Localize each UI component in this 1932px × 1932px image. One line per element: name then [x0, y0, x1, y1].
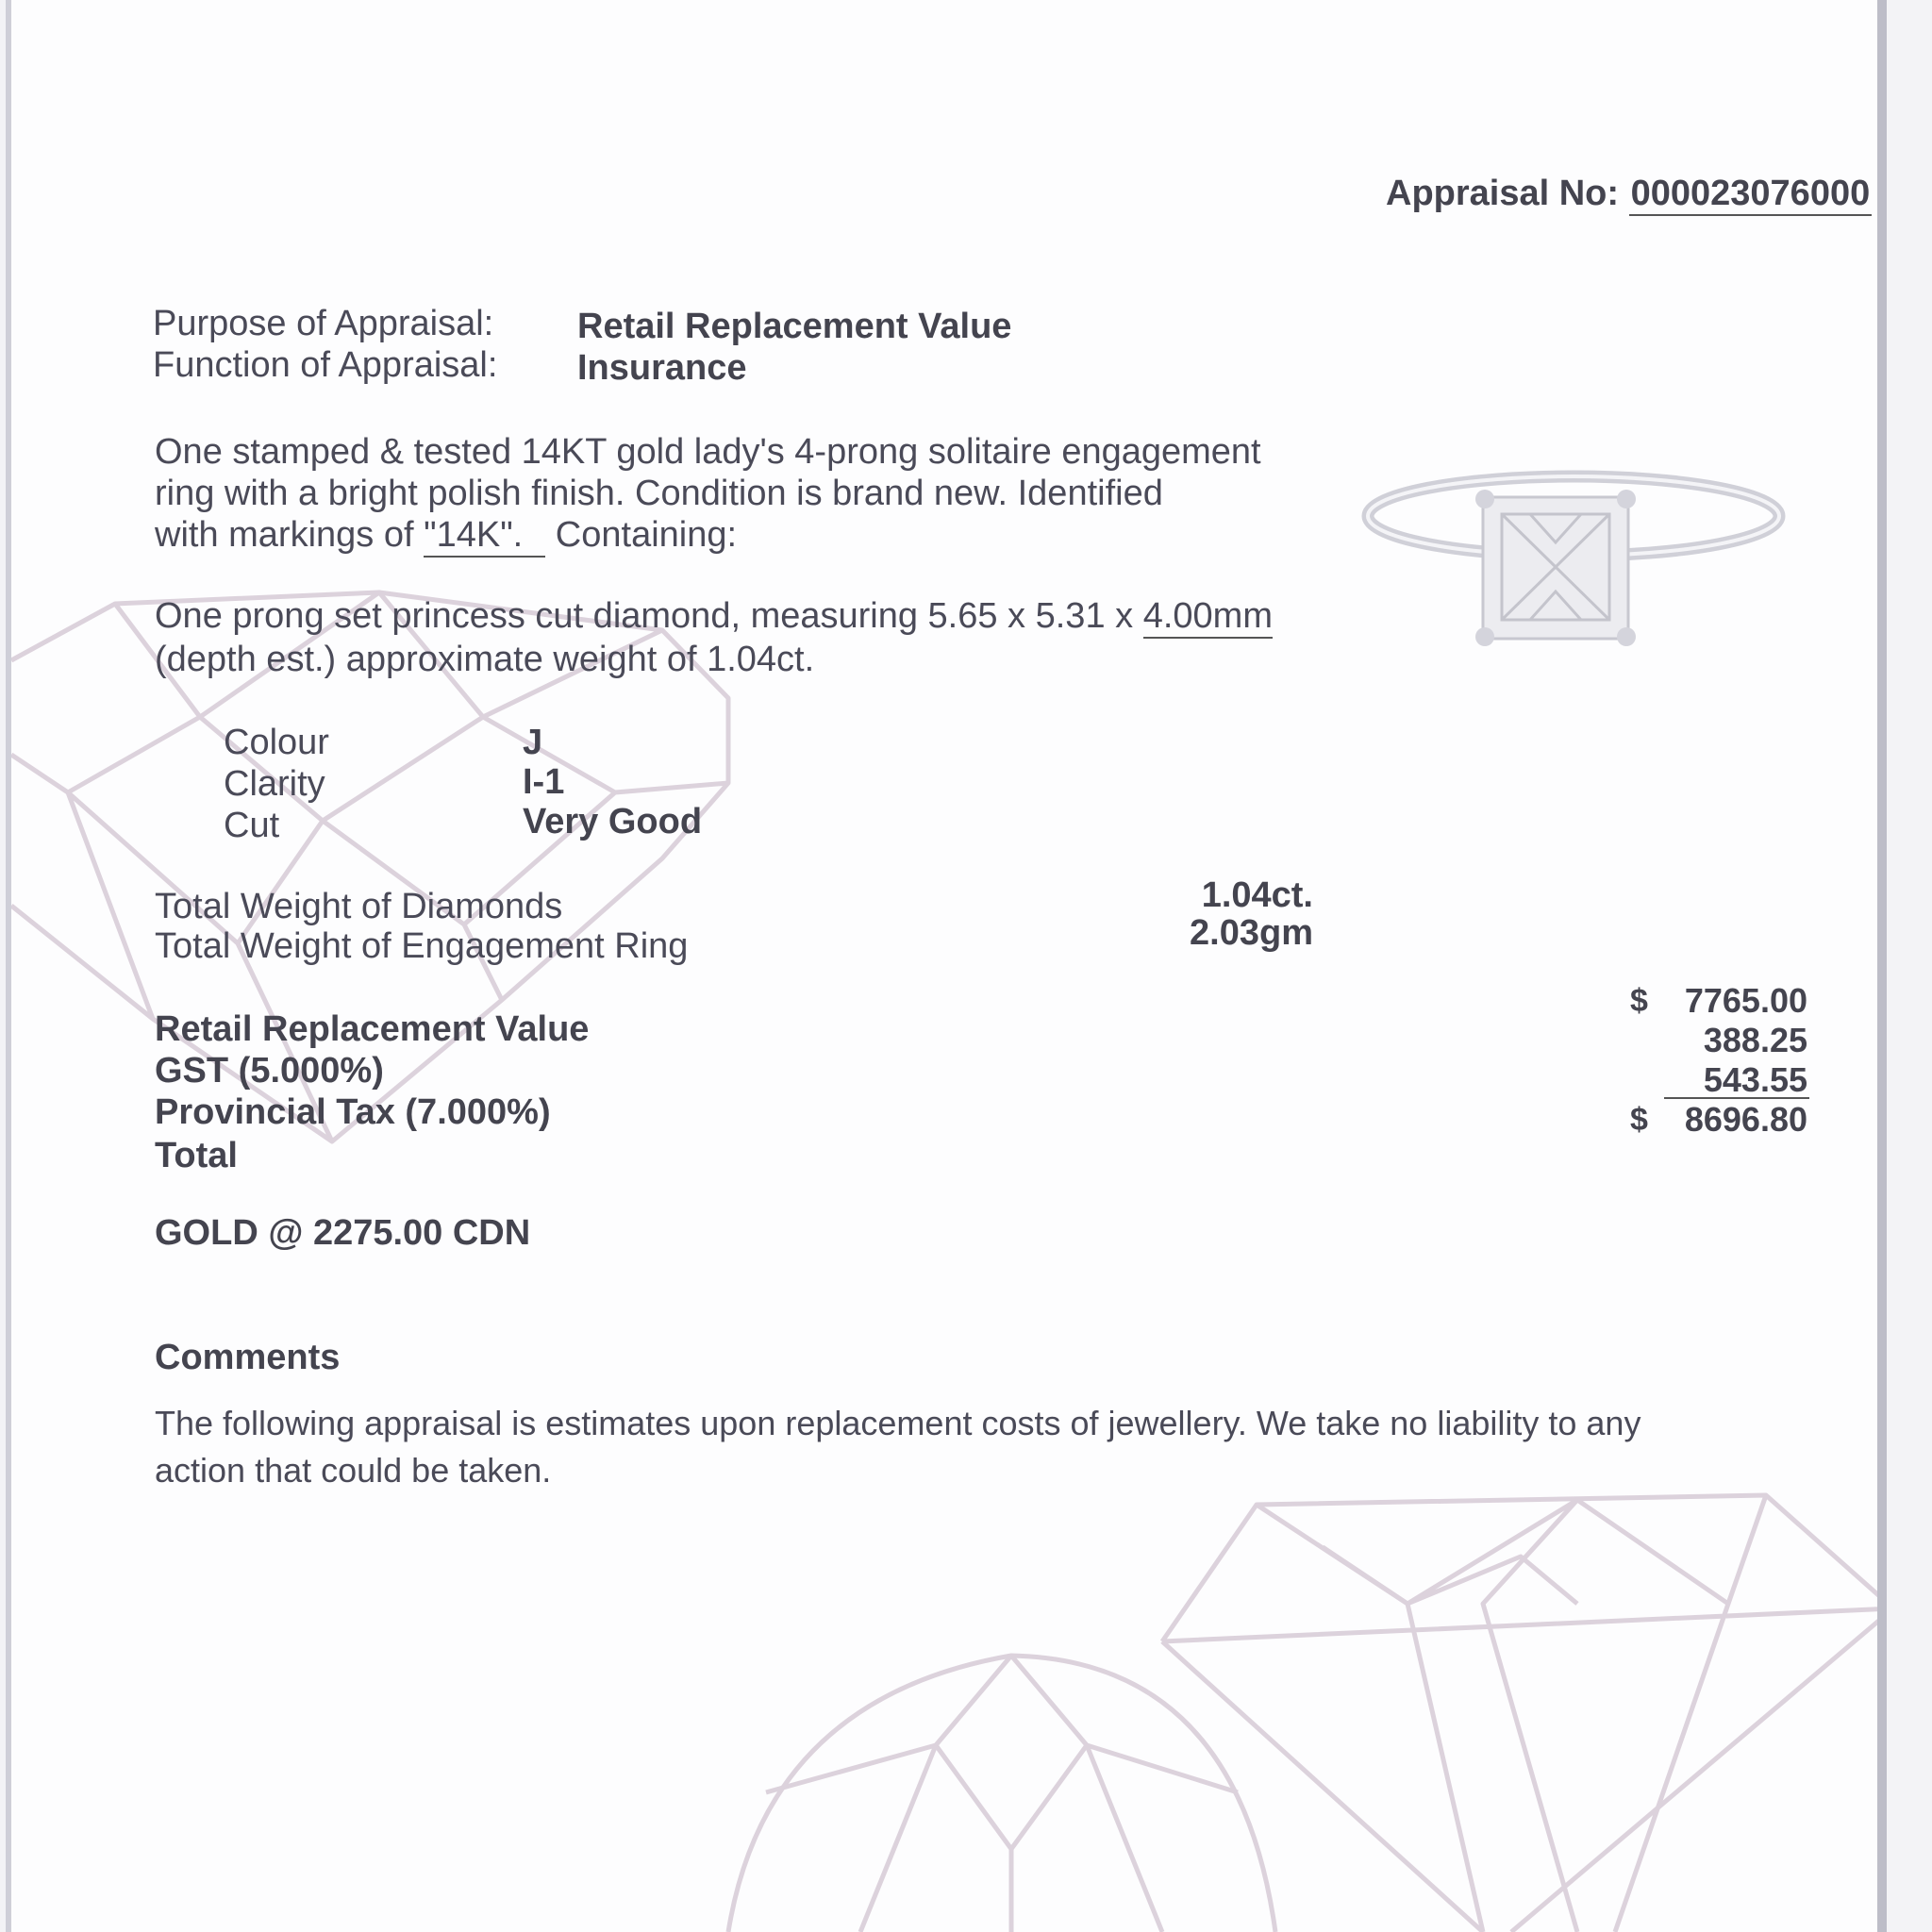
diamonds-weight-value: 1.04ct.	[1201, 875, 1313, 915]
total-currency: $	[1630, 1102, 1648, 1138]
ring-photo	[1360, 458, 1794, 675]
subtotal-rule	[1664, 1097, 1809, 1099]
purpose-label: Purpose of Appraisal:	[153, 304, 494, 343]
gold-price: GOLD @ 2275.00 CDN	[155, 1213, 531, 1253]
rrv-label: Retail Replacement Value	[155, 1009, 590, 1049]
diamond-line-1	[155, 596, 1273, 639]
grading-clarity-value: I-1	[523, 762, 565, 802]
gst-value: 388.25	[1703, 1021, 1807, 1059]
gst-label: GST (5.000%)	[155, 1051, 384, 1091]
grading-clarity-label: Clarity	[224, 764, 325, 804]
diamonds-weight-label: Total Weight of Diamonds	[155, 887, 563, 926]
description-line-2: ring with a bright polish finish. Condition is brand new. Identified	[155, 474, 1163, 513]
description-line-3-post: Containing:	[545, 515, 738, 555]
marking-value: "14K".	[424, 515, 545, 558]
appraisal-number-label: Appraisal No:	[1386, 174, 1620, 213]
description-line-1: One stamped & tested 14KT gold lady's 4-prong solitaire engagement	[155, 432, 1261, 472]
purpose-value: Retail Replacement Value	[577, 307, 1012, 346]
comments-line-1: The following appraisal is estimates upon replacement costs of jewellery. We take no liability to any	[155, 1404, 1641, 1442]
function-label: Function of Appraisal:	[153, 345, 498, 385]
ring-weight-value: 2.03gm	[1190, 913, 1313, 953]
rrv-currency: $	[1630, 983, 1648, 1019]
description-line-3-pre: with markings of	[155, 515, 425, 555]
comments-line-2: action that could be taken.	[155, 1451, 552, 1490]
grading-colour-label: Colour	[224, 723, 329, 762]
total-value: 8696.80	[1684, 1100, 1807, 1139]
diamond-line-1-pre: One prong set princess cut diamond, measuring 5.65 x 5.31 x	[155, 596, 1143, 636]
diamond-line-2: (depth est.) approximate weight of 1.04ct.	[155, 640, 815, 679]
appraisal-sheet	[6, 0, 1887, 1932]
grading-cut-value: Very Good	[523, 802, 703, 841]
total-label: Total	[155, 1136, 238, 1175]
grading-cut-label: Cut	[224, 806, 280, 845]
pst-value: 543.55	[1703, 1060, 1807, 1099]
ring-weight-label: Total Weight of Engagement Ring	[155, 926, 689, 966]
function-value: Insurance	[577, 348, 747, 388]
diamond-depth-value: 4.00mm	[1143, 596, 1273, 639]
rrv-value: 7765.00	[1684, 981, 1807, 1020]
description-line-3	[155, 515, 737, 558]
appraisal-number-value: 000023076000	[1629, 174, 1873, 216]
comments-heading: Comments	[155, 1338, 341, 1377]
appraisal-number-row	[1386, 174, 1872, 216]
pst-label: Provincial Tax (7.000%)	[155, 1092, 551, 1132]
grading-colour-value: J	[523, 723, 543, 762]
